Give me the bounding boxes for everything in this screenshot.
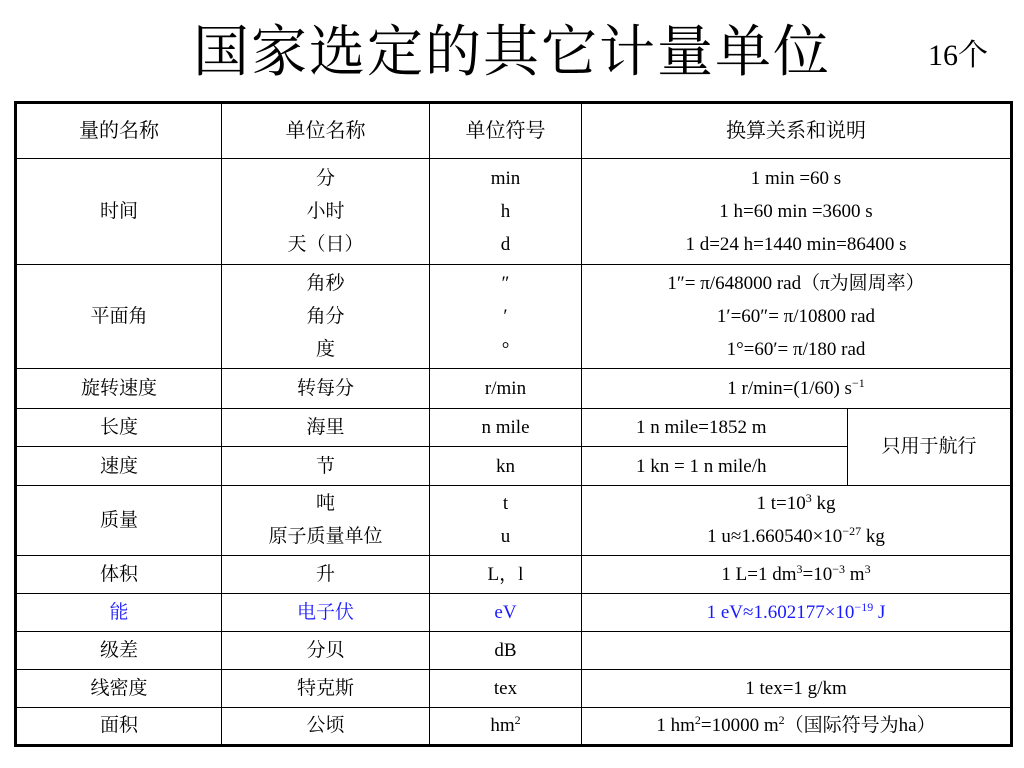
conversion-cell: 1″= π/648000 rad（π为圆周率） 1′=60″= π/10800 rad 1°=60′= π/180 rad: [582, 265, 1012, 369]
conversion-cell: 1 $t=10^3$ kg 1 $u\approx 1.660540\times 10^{-27}$ kg: [582, 485, 1012, 555]
table-row-area: [16, 707, 1012, 745]
units-table: [14, 101, 1013, 747]
symbol-cell: min h d: [430, 159, 582, 265]
table-row-level: [16, 631, 1012, 669]
symbol-cell: kn: [430, 447, 582, 485]
unit-cell: 节: [222, 447, 430, 485]
symbol-cell: dB: [430, 631, 582, 669]
unit-cell: 转每分: [222, 369, 430, 409]
header-unit-name: 单位名称: [222, 103, 430, 159]
conversion-cell: 1 $hm^2=10000$ $m^2$（国际符号为ha）: [582, 707, 1012, 745]
quantity-cell: 级差: [16, 631, 222, 669]
table-row-plane-angle: [16, 265, 1012, 369]
quantity-cell: 速度: [16, 447, 222, 485]
quantity-cell: 平面角: [16, 265, 222, 369]
conversion-cell: 1 $eV\approx 1.602177\times 10^{-19}$ J: [582, 593, 1012, 631]
page-title: 国家选定的其它计量单位: [193, 20, 831, 85]
conversion-cell: [582, 631, 1012, 669]
symbol-cell: n mile: [430, 409, 582, 447]
navigation-note-cell: 只用于航行: [848, 409, 1012, 485]
quantity-cell: 旋转速度: [16, 369, 222, 409]
unit-cell: 海里: [222, 409, 430, 447]
quantity-cell: 长度: [16, 409, 222, 447]
symbol-cell: r/min: [430, 369, 582, 409]
header-conversion: 换算关系和说明: [582, 103, 1012, 159]
unit-cell: 电子伏: [222, 593, 430, 631]
table-row-length: [16, 409, 1012, 447]
table-row-rotation: [16, 369, 1012, 409]
conversion-cell: 1 kn = 1 n mile/h: [582, 447, 848, 485]
symbol-cell: tex: [430, 669, 582, 707]
unit-cell: 升: [222, 555, 430, 593]
unit-cell: 公顷: [222, 707, 430, 745]
table-row-volume: [16, 555, 1012, 593]
quantity-cell: 面积: [16, 707, 222, 745]
quantity-cell: 时间: [16, 159, 222, 265]
conversion-cell: 1 min =60 s 1 h=60 min =3600 s 1 d=24 h=1440 min=86400 s: [582, 159, 1012, 265]
unit-cell: 特克斯: [222, 669, 430, 707]
symbol-cell: ″ ′ °: [430, 265, 582, 369]
symbol-cell: t u: [430, 485, 582, 555]
table-row-energy: [16, 593, 1012, 631]
header-quantity: 量的名称: [16, 103, 222, 159]
quantity-cell: 体积: [16, 555, 222, 593]
symbol-cell: L，l: [430, 555, 582, 593]
header-row: [16, 103, 1012, 159]
unit-cell: 角秒 角分 度: [222, 265, 430, 369]
conversion-cell: 1 n mile=1852 m: [582, 409, 848, 447]
header-unit-symbol: 单位符号: [430, 103, 582, 159]
symbol-cell: eV: [430, 593, 582, 631]
unit-count: 16个: [928, 39, 988, 72]
symbol-cell: $hm^2$: [430, 707, 582, 745]
conversion-cell: 1 tex=1 g/km: [582, 669, 1012, 707]
quantity-cell: 能: [16, 593, 222, 631]
quantity-cell: 线密度: [16, 669, 222, 707]
table-row-time: [16, 159, 1012, 265]
conversion-cell: 1 r/min=(1/60) $s^{-1}$: [582, 369, 1012, 409]
table-row-linear-density: [16, 669, 1012, 707]
quantity-cell: 质量: [16, 485, 222, 555]
unit-cell: 分 小时 天（日）: [222, 159, 430, 265]
conversion-cell: 1 L=1 $dm^3=10^{-3}$ $m^3$: [582, 555, 1012, 593]
table-row-mass: [16, 485, 1012, 555]
unit-cell: 吨 原子质量单位: [222, 485, 430, 555]
unit-cell: 分贝: [222, 631, 430, 669]
